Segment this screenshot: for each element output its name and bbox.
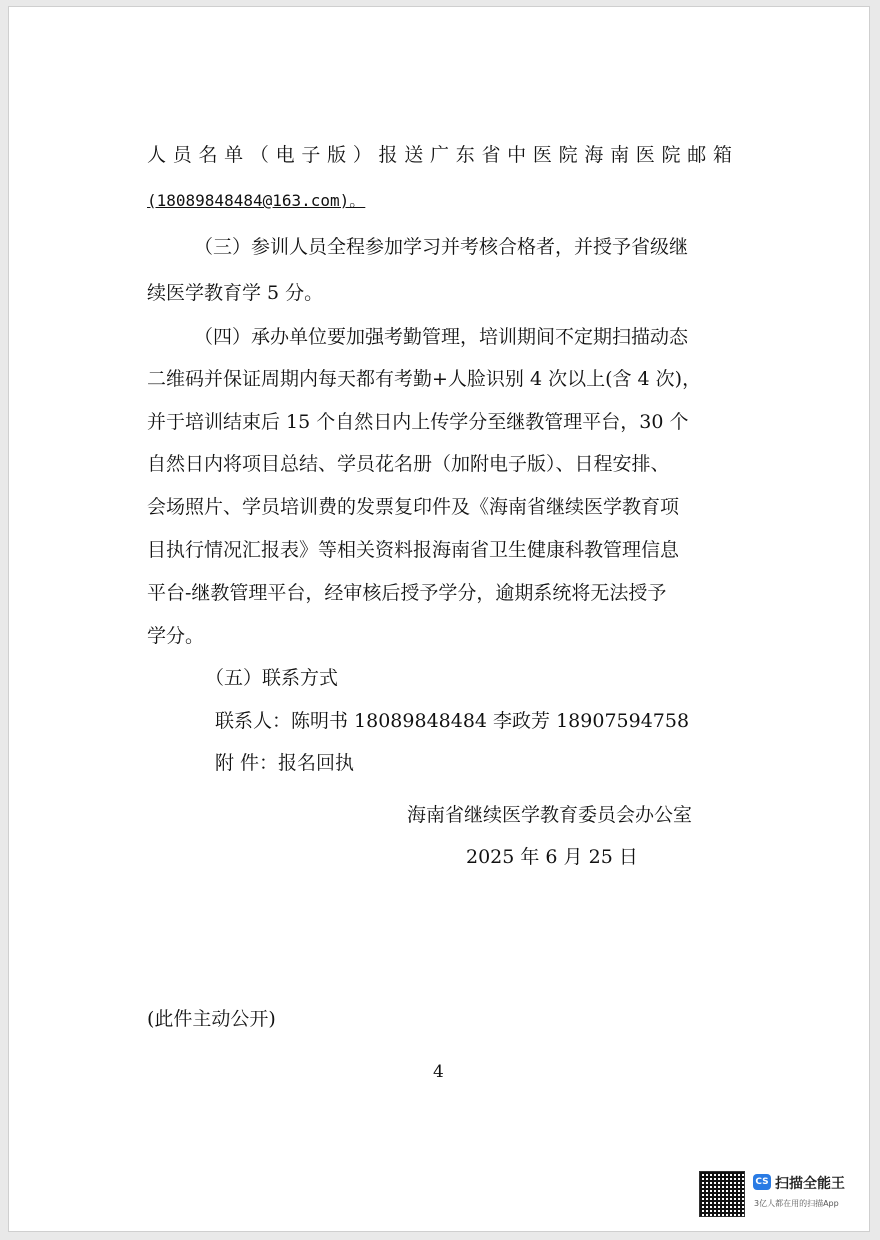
scanner-watermark bbox=[699, 1171, 869, 1219]
paragraph-line: 人员名单（电子版）报送广东省中医院海南医院邮箱 bbox=[147, 144, 732, 166]
item-4-line-1: （四）承办单位要加强考勤管理，培训期间不定期扫描动态 bbox=[194, 326, 689, 348]
item-4-line-3: 并于培训结束后 15 个自然日内上传学分至继教管理平台，30 个 bbox=[147, 411, 689, 433]
item-4-line-2: 二维码并保证周期内每天都有考勤+人脸识别 4 次以上(含 4 次)， bbox=[147, 368, 702, 390]
item-4-line-8: 学分。 bbox=[147, 625, 205, 647]
attachment-line: 附 件：报名回执 bbox=[215, 752, 355, 774]
item-5-title: （五）联系方式 bbox=[205, 667, 339, 689]
page-number: 4 bbox=[433, 1062, 444, 1082]
item-4-line-6: 目执行情况汇报表》等相关资料报海南省卫生健康科教管理信息 bbox=[147, 539, 680, 561]
item-3-line-1: （三）参训人员全程参加学习并考核合格者，并授予省级继 bbox=[194, 236, 689, 258]
item-4-line-7: 平台-继教管理平台，经审核后授予学分，逾期系统将无法授予 bbox=[147, 582, 667, 604]
issuer-name: 海南省继续医学教育委员会办公室 bbox=[407, 804, 693, 826]
item-4-line-5: 会场照片、学员培训费的发票复印件及《海南省继续医学教育项 bbox=[147, 496, 680, 518]
document-page bbox=[8, 6, 870, 1232]
issue-date: 2025 年 6 月 25 日 bbox=[466, 846, 638, 868]
item-4-line-4: 自然日内将项目总结、学员花名册（加附电子版）、日程安排、 bbox=[147, 453, 670, 475]
scanner-app-name: 扫描全能王 bbox=[775, 1176, 845, 1192]
qr-code-icon bbox=[699, 1171, 745, 1217]
email-address: (18089848484@163.com)。 bbox=[147, 191, 366, 210]
public-note: (此件主动公开) bbox=[147, 1008, 276, 1030]
item-3-line-2: 续医学教育学 5 分。 bbox=[147, 282, 324, 304]
contact-line: 联系人：陈明书 18089848484 李政芳 18907594758 bbox=[215, 710, 690, 732]
camscanner-logo-icon: CS bbox=[753, 1174, 771, 1190]
scanner-tagline: 3亿人都在用的扫描App bbox=[754, 1199, 839, 1208]
